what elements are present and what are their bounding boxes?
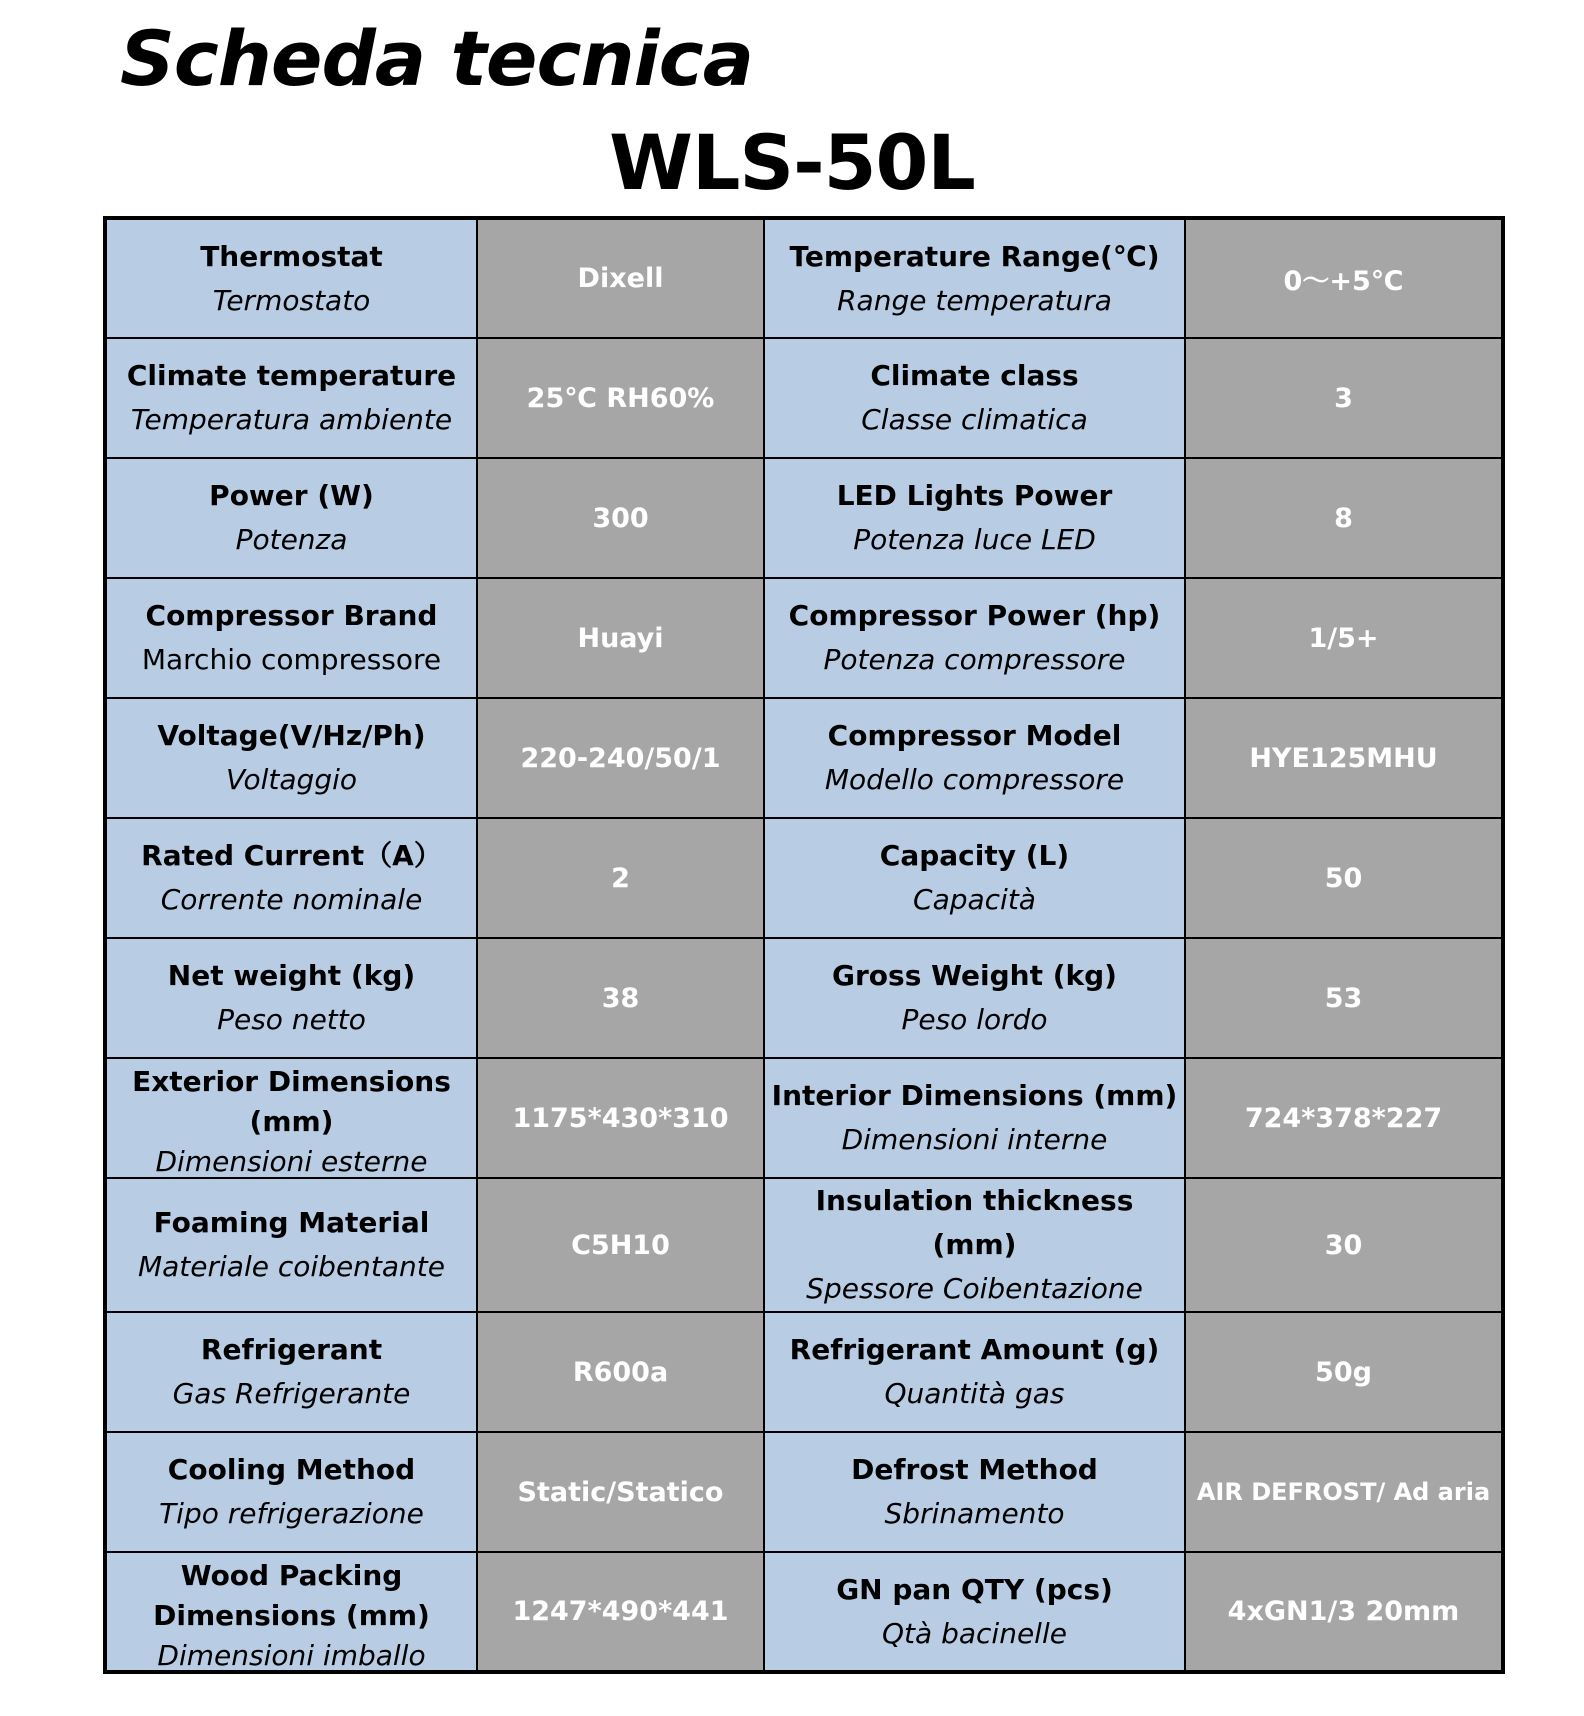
spec-label: Refrigerant Amount (g) Quantità gas: [764, 1312, 1185, 1432]
spec-label: Temperature Range(℃) Range temperatura: [764, 218, 1185, 338]
table-row: [105, 698, 1503, 818]
table-row: [105, 938, 1503, 1058]
spec-label: Rated Current（A） Corrente nominale: [105, 818, 477, 938]
spec-value: 4xGN1/3 20mm: [1185, 1552, 1503, 1672]
spec-value: 30: [1185, 1178, 1503, 1312]
spec-label: Gross Weight (kg) Peso lordo: [764, 938, 1185, 1058]
table-row: [105, 818, 1503, 938]
table-row: [105, 458, 1503, 578]
spec-value: R600a: [477, 1312, 764, 1432]
spec-label: Net weight (kg) Peso netto: [105, 938, 477, 1058]
spec-label: Interior Dimensions (mm) Dimensioni interne: [764, 1058, 1185, 1178]
spec-label: Exterior Dimensions (mm) Dimensioni esterne: [105, 1058, 477, 1178]
spec-value: 50: [1185, 818, 1503, 938]
spec-label: Refrigerant Gas Refrigerante: [105, 1312, 477, 1432]
spec-value: Dixell: [477, 218, 764, 338]
spec-value: 2: [477, 818, 764, 938]
spec-value: 50g: [1185, 1312, 1503, 1432]
table-row: [105, 218, 1503, 338]
spec-label: Climate temperature Temperatura ambiente: [105, 338, 477, 458]
spec-label: Insulation thickness (mm) Spessore Coibentazione: [764, 1178, 1185, 1312]
spec-label: Cooling Method Tipo refrigerazione: [105, 1432, 477, 1552]
spec-label: Compressor Power (hp) Potenza compressore: [764, 578, 1185, 698]
spec-value: C5H10: [477, 1178, 764, 1312]
spec-label: Climate class Classe climatica: [764, 338, 1185, 458]
spec-value: AIR DEFROST/ Ad aria: [1185, 1432, 1503, 1552]
table-row: [105, 338, 1503, 458]
spec-value: HYE125MHU: [1185, 698, 1503, 818]
spec-label: GN pan QTY (pcs) Qtà bacinelle: [764, 1552, 1185, 1672]
spec-label: Power (W) Potenza: [105, 458, 477, 578]
spec-value: 1175*430*310: [477, 1058, 764, 1178]
spec-label: Compressor Brand Marchio compressore: [105, 578, 477, 698]
spec-value: Huayi: [477, 578, 764, 698]
spec-value: 1247*490*441: [477, 1552, 764, 1672]
spec-label: Compressor Model Modello compressore: [764, 698, 1185, 818]
spec-value: 220-240/50/1: [477, 698, 764, 818]
table-row: [105, 1432, 1503, 1552]
spec-value: Static/Statico: [477, 1432, 764, 1552]
spec-value: 25℃ RH60%: [477, 338, 764, 458]
spec-label: Capacity (L) Capacità: [764, 818, 1185, 938]
table-row: [105, 1312, 1503, 1432]
spec-label: Defrost Method Sbrinamento: [764, 1432, 1185, 1552]
document-title: Scheda tecnica: [120, 14, 754, 103]
table-row: [105, 1552, 1503, 1672]
spec-value: 3: [1185, 338, 1503, 458]
spec-label: LED Lights Power Potenza luce LED: [764, 458, 1185, 578]
spec-value: 300: [477, 458, 764, 578]
model-title: WLS-50L: [609, 118, 975, 207]
spec-value: 8: [1185, 458, 1503, 578]
spec-value: 724*378*227: [1185, 1058, 1503, 1178]
spec-value: 53: [1185, 938, 1503, 1058]
spec-table: [103, 216, 1505, 1674]
spec-label: Voltage(V/Hz/Ph) Voltaggio: [105, 698, 477, 818]
table-row: [105, 578, 1503, 698]
spec-label: Wood Packing Dimensions (mm) Dimensioni imballo: [105, 1552, 477, 1672]
table-row: [105, 1058, 1503, 1178]
spec-value: 0～+5℃: [1185, 218, 1503, 338]
spec-label: Thermostat Termostato: [105, 218, 477, 338]
table-row: [105, 1178, 1503, 1312]
spec-value: 1/5+: [1185, 578, 1503, 698]
spec-value: 38: [477, 938, 764, 1058]
spec-label: Foaming Material Materiale coibentante: [105, 1178, 477, 1312]
